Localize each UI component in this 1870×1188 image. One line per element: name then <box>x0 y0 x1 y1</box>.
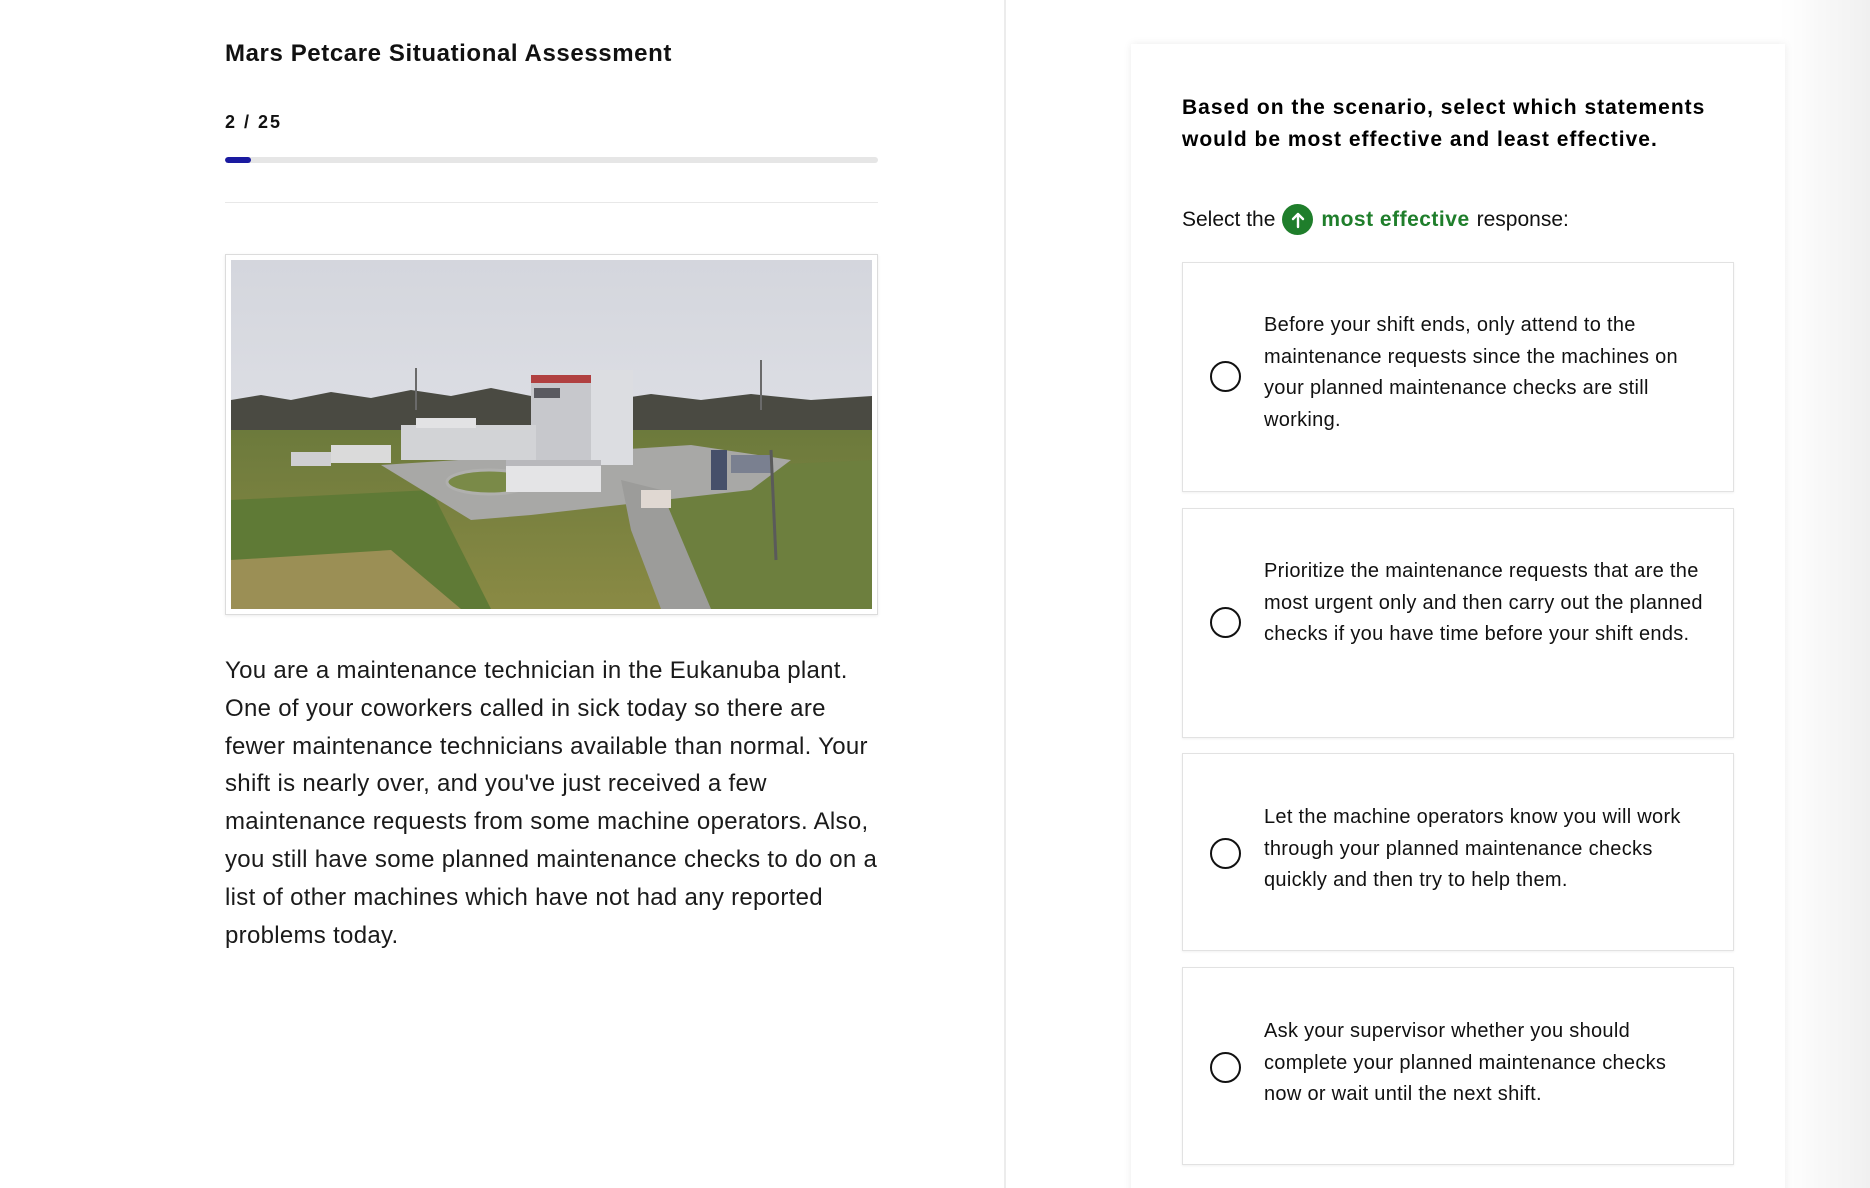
response-instruction <box>1182 204 1569 235</box>
instruction-suffix: response: <box>1476 207 1569 231</box>
response-option-4[interactable] <box>1182 967 1734 1165</box>
progress-bar-fill <box>225 157 251 163</box>
header-divider <box>225 202 878 203</box>
radio-button[interactable] <box>1210 361 1241 392</box>
scroll-shadow <box>1780 0 1870 1188</box>
instruction-highlight: most effective <box>1321 207 1470 231</box>
response-option-2[interactable] <box>1182 508 1734 738</box>
progress-bar <box>225 157 878 163</box>
radio-button[interactable] <box>1210 607 1241 638</box>
response-option-3[interactable] <box>1182 753 1734 951</box>
response-option-text: Prioritize the maintenance requests that are the most urgent only and then carry out the planned checks if you have time before your shift ends. <box>1264 560 1703 645</box>
response-option-text: Let the machine operators know you will work through your planned maintenance checks quickly and then try to help them. <box>1264 806 1681 891</box>
assessment-title: Mars Petcare Situational Assessment <box>225 40 672 67</box>
scenario-image <box>225 254 878 615</box>
response-option-text: Ask your supervisor whether you should complete your planned maintenance checks now or wait until the next shift. <box>1264 1020 1667 1105</box>
scenario-text: You are a maintenance technician in the Eukanuba plant. One of your coworkers called in sick today so there are fewer maintenance technicians available than normal. Your shift is nearly over, and you've just received a few maintenance requests from some machine operators. Also, you still have some planned maintenance checks to do on a list of other machines which have not had any reported problems today. <box>225 657 878 949</box>
question-card <box>1131 44 1785 1188</box>
response-option-text: Before your shift ends, only attend to the maintenance requests since the machines on your planned maintenance checks are still working. <box>1264 314 1678 431</box>
radio-button[interactable] <box>1210 838 1241 869</box>
response-option-1[interactable] <box>1182 262 1734 492</box>
progress-counter: 2 / 25 <box>225 112 283 132</box>
arrow-up-icon <box>1282 204 1313 235</box>
question-prompt: Based on the scenario, select which statements would be most effective and least effective. <box>1182 96 1706 151</box>
plant-aerial-photo <box>231 260 872 609</box>
instruction-prefix: Select the <box>1182 207 1276 231</box>
radio-button[interactable] <box>1210 1052 1241 1083</box>
